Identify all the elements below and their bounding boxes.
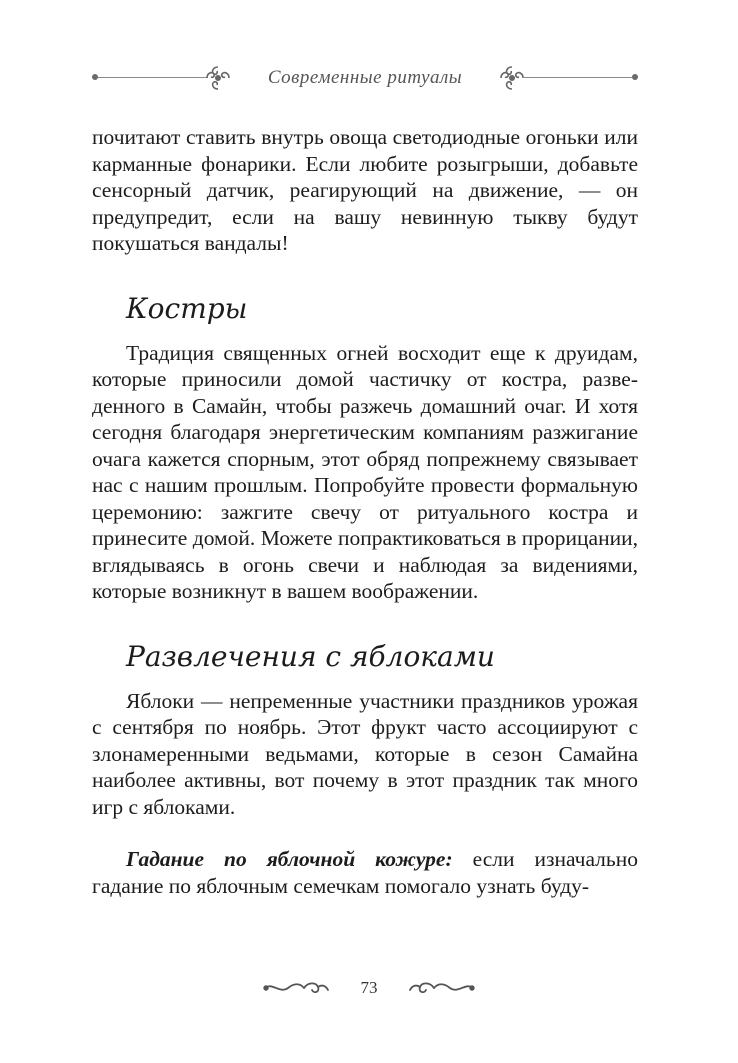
body-paragraph-bonfires: Традиция священных огней восходит еще к друидам, которые приносили домой частичку от костра, разведенного в Самайн, чтобы разжечь домашний очаг. И хотя сегодня благодаря энергетическим компаниям разжигание очага кажется спорным, этот обряд попрежнему связывает нас с нашим прошлым. Попробуйте провести формальную церемонию: зажгите свечу от ритуального костра и принесите домой. Можете попрактиковаться в прорицании, вглядываясь в огонь свечи и наблюдая за видениями, которые возникнут в вашем воображении. xyxy=(92,340,638,603)
section-heading-apple-games: Развлечения с яблоками xyxy=(126,639,495,673)
body-paragraph-apple-peel xyxy=(92,846,638,899)
flourish-ornament-icon xyxy=(498,64,526,92)
paragraph-gap xyxy=(92,820,638,846)
header-rule-right xyxy=(522,77,632,78)
body-paragraph-continued: почитают ставить внутрь овоща светодиодные огоньки или карманные фонарики. Если любите розыгрыши, добавьте сенсорный датчик, реагирующий на движение, — он предупредит, если на вашу невинную тыкву будут покушаться вандалы! xyxy=(92,125,638,255)
header-dot-right xyxy=(632,74,638,80)
page-body xyxy=(92,124,638,899)
flourish-ornament-icon xyxy=(204,64,232,92)
section-heading-bonfires: Костры xyxy=(126,291,248,325)
running-header xyxy=(92,56,638,100)
page-footer xyxy=(262,968,476,1008)
header-rule-left xyxy=(98,77,208,78)
body-paragraph-apples: Яблоки — непременные участники праздников урожая с сентября по ноябрь. Этот фрукт часто ассоциируют с злонамеренными ведьмами, которые в сезон Самайна наиболее активны, вот почему в этот праздник так много игр с яблоками. xyxy=(92,688,638,819)
lead-term: Гадание по яблочной кожуре: xyxy=(126,847,453,871)
footer-flourish-left-icon xyxy=(262,978,332,998)
running-title: Современные ритуалы xyxy=(267,67,463,88)
lead-text: если изначально гадание по яблочным семечкам помогало узнать буду- xyxy=(92,847,638,898)
footer-flourish-right-icon xyxy=(406,978,476,998)
page-number: 73 xyxy=(360,978,378,997)
